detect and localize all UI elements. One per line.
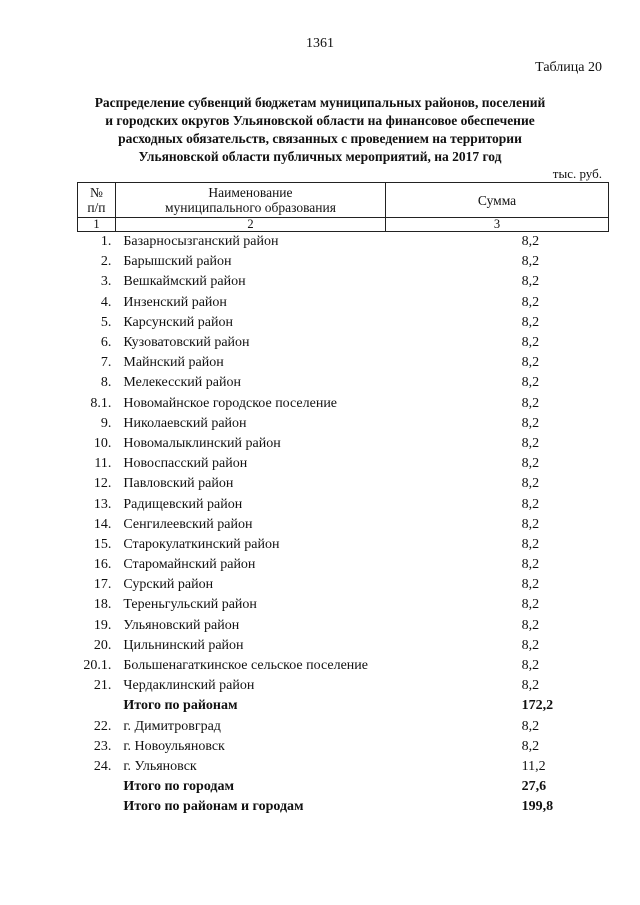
row-sum: 172,2	[521, 698, 554, 714]
row-sum: 8,2	[521, 415, 540, 431]
row-number: 5.	[100, 314, 112, 330]
table-row	[78, 414, 609, 434]
row-number: 23.	[93, 738, 112, 754]
table-row	[78, 293, 609, 313]
row-name: Кузоватовский район	[123, 335, 250, 351]
table-row	[78, 373, 609, 393]
total-row	[78, 696, 609, 716]
row-number: 14.	[93, 516, 112, 532]
row-number: 17.	[93, 577, 112, 593]
row-number: 21.	[93, 678, 112, 694]
row-number: 16.	[93, 557, 112, 573]
table-row	[78, 394, 609, 414]
row-name: г. Новоульяновск	[123, 738, 225, 754]
row-number: 22.	[93, 718, 112, 734]
subvention-table	[77, 182, 609, 817]
table-row	[78, 272, 609, 292]
table-row	[78, 616, 609, 636]
title-line: Распределение субвенций бюджетам муниципальных районов, поселений	[94, 95, 546, 110]
table-row	[78, 313, 609, 333]
row-number	[78, 696, 116, 716]
row-sum: 8,2	[521, 617, 540, 633]
row-sum: 8,2	[521, 234, 540, 250]
row-name: Итого по районам	[123, 698, 238, 714]
row-sum: 27,6	[521, 779, 547, 795]
row-number	[78, 777, 116, 797]
row-name: Чердаклинский район	[123, 678, 255, 694]
row-sum: 8,2	[521, 637, 540, 653]
table-row	[78, 333, 609, 353]
column-number: 3	[386, 218, 609, 232]
row-sum: 8,2	[521, 456, 540, 472]
header-number-line: №	[89, 185, 103, 200]
table-row	[78, 717, 609, 737]
table-row	[78, 595, 609, 615]
table-label: Таблица 20	[535, 60, 602, 75]
row-name: Сурский район	[123, 577, 214, 593]
row-sum: 8,2	[521, 678, 540, 694]
row-sum: 8,2	[521, 557, 540, 573]
table-row	[78, 636, 609, 656]
row-name: Николаевский район	[123, 415, 247, 431]
row-number: 2.	[100, 254, 112, 270]
row-sum: 8,2	[521, 395, 540, 411]
row-name: Новоспасский район	[123, 456, 248, 472]
row-number: 11.	[94, 456, 112, 472]
row-name: Большенагаткинское сельское поселение	[123, 658, 368, 674]
title-line: и городских округов Ульяновской области на финансовое обеспечение	[105, 113, 535, 128]
row-name: Сенгилеевский район	[123, 516, 253, 532]
row-sum: 8,2	[521, 476, 540, 492]
row-sum: 8,2	[521, 254, 540, 270]
row-name: Барышский район	[123, 254, 232, 270]
row-number: 8.1.	[90, 395, 112, 411]
row-number: 24.	[93, 758, 112, 774]
row-number: 19.	[93, 617, 112, 633]
table-row	[78, 232, 609, 253]
row-sum: 8,2	[521, 355, 540, 371]
row-name: Итого по районам и городам	[123, 799, 304, 815]
units-label: тыс. руб.	[552, 166, 602, 181]
title-line: расходных обязательств, связанных с проведением на территории	[118, 131, 522, 146]
row-number: 20.	[93, 637, 112, 653]
row-sum: 8,2	[521, 516, 540, 532]
row-sum: 8,2	[521, 274, 540, 290]
table-row	[78, 474, 609, 494]
table-row	[78, 494, 609, 514]
title-line: Ульяновской области публичных мероприятий, на 2017 год	[138, 149, 502, 164]
table-row	[78, 676, 609, 696]
table-body	[78, 232, 609, 818]
row-name: Базарносызганский район	[123, 234, 279, 250]
row-number	[78, 797, 116, 817]
total-row	[78, 777, 609, 797]
row-number: 8.	[100, 375, 112, 391]
table-row	[78, 757, 609, 777]
table-row	[78, 575, 609, 595]
row-name: Карсунский район	[123, 314, 233, 330]
row-name: Новомалыклинский район	[123, 435, 281, 451]
table-row	[78, 555, 609, 575]
row-name: Павловский район	[123, 476, 234, 492]
row-name: Старокулаткинский район	[123, 536, 280, 552]
row-name: Цильнинский район	[123, 637, 244, 653]
row-name: Мелекесский район	[123, 375, 241, 391]
row-sum: 8,2	[521, 597, 540, 613]
table-header-row	[78, 183, 609, 218]
header-name	[115, 183, 385, 218]
header-sum: Сумма	[386, 183, 609, 218]
table-row	[78, 656, 609, 676]
row-sum: 8,2	[521, 718, 540, 734]
row-sum: 8,2	[521, 738, 540, 754]
row-number: 4.	[100, 294, 112, 310]
table-row	[78, 252, 609, 272]
row-name: г. Димитровград	[123, 718, 221, 734]
column-number: 2	[115, 218, 385, 232]
row-sum: 11,2	[521, 758, 546, 774]
header-number	[78, 183, 116, 218]
row-name: Вешкаймский район	[123, 274, 246, 290]
row-number: 15.	[93, 536, 112, 552]
row-name: Инзенский район	[123, 294, 227, 310]
row-sum: 8,2	[521, 375, 540, 391]
total-row	[78, 797, 609, 817]
row-number: 20.1.	[83, 658, 112, 674]
table-row	[78, 737, 609, 757]
row-name: Тереньгульский район	[123, 597, 257, 613]
row-number: 12.	[93, 476, 112, 492]
table-row	[78, 515, 609, 535]
row-name: Новомайнское городское поселение	[123, 395, 338, 411]
row-sum: 8,2	[521, 536, 540, 552]
row-number: 9.	[100, 415, 112, 431]
row-number: 7.	[100, 355, 112, 371]
table-row	[78, 454, 609, 474]
row-sum: 8,2	[521, 658, 540, 674]
row-sum: 199,8	[521, 799, 554, 815]
row-sum: 8,2	[521, 496, 540, 512]
column-number-row	[78, 218, 609, 232]
row-number: 13.	[93, 496, 112, 512]
row-name: г. Ульяновск	[123, 758, 197, 774]
document-title	[60, 94, 580, 166]
header-name-line: Наименование	[208, 185, 293, 200]
table-row	[78, 434, 609, 454]
row-number: 1.	[100, 234, 112, 250]
row-sum: 8,2	[521, 335, 540, 351]
row-sum: 8,2	[521, 294, 540, 310]
row-name: Майнский район	[123, 355, 224, 371]
row-name: Ульяновский район	[123, 617, 240, 633]
table-row	[78, 535, 609, 555]
row-number: 18.	[93, 597, 112, 613]
column-number: 1	[78, 218, 116, 232]
row-sum: 8,2	[521, 314, 540, 330]
page-number: 1361	[306, 36, 334, 51]
row-number: 3.	[100, 274, 112, 290]
row-number: 6.	[100, 335, 112, 351]
row-number: 10.	[93, 435, 112, 451]
row-sum: 8,2	[521, 435, 540, 451]
table-row	[78, 353, 609, 373]
row-name: Радищевский район	[123, 496, 243, 512]
row-name: Итого по городам	[123, 779, 235, 795]
row-name: Старомайнский район	[123, 557, 256, 573]
row-sum: 8,2	[521, 577, 540, 593]
header-number-line: п/п	[87, 200, 106, 215]
header-name-line: муниципального образования	[165, 200, 336, 215]
